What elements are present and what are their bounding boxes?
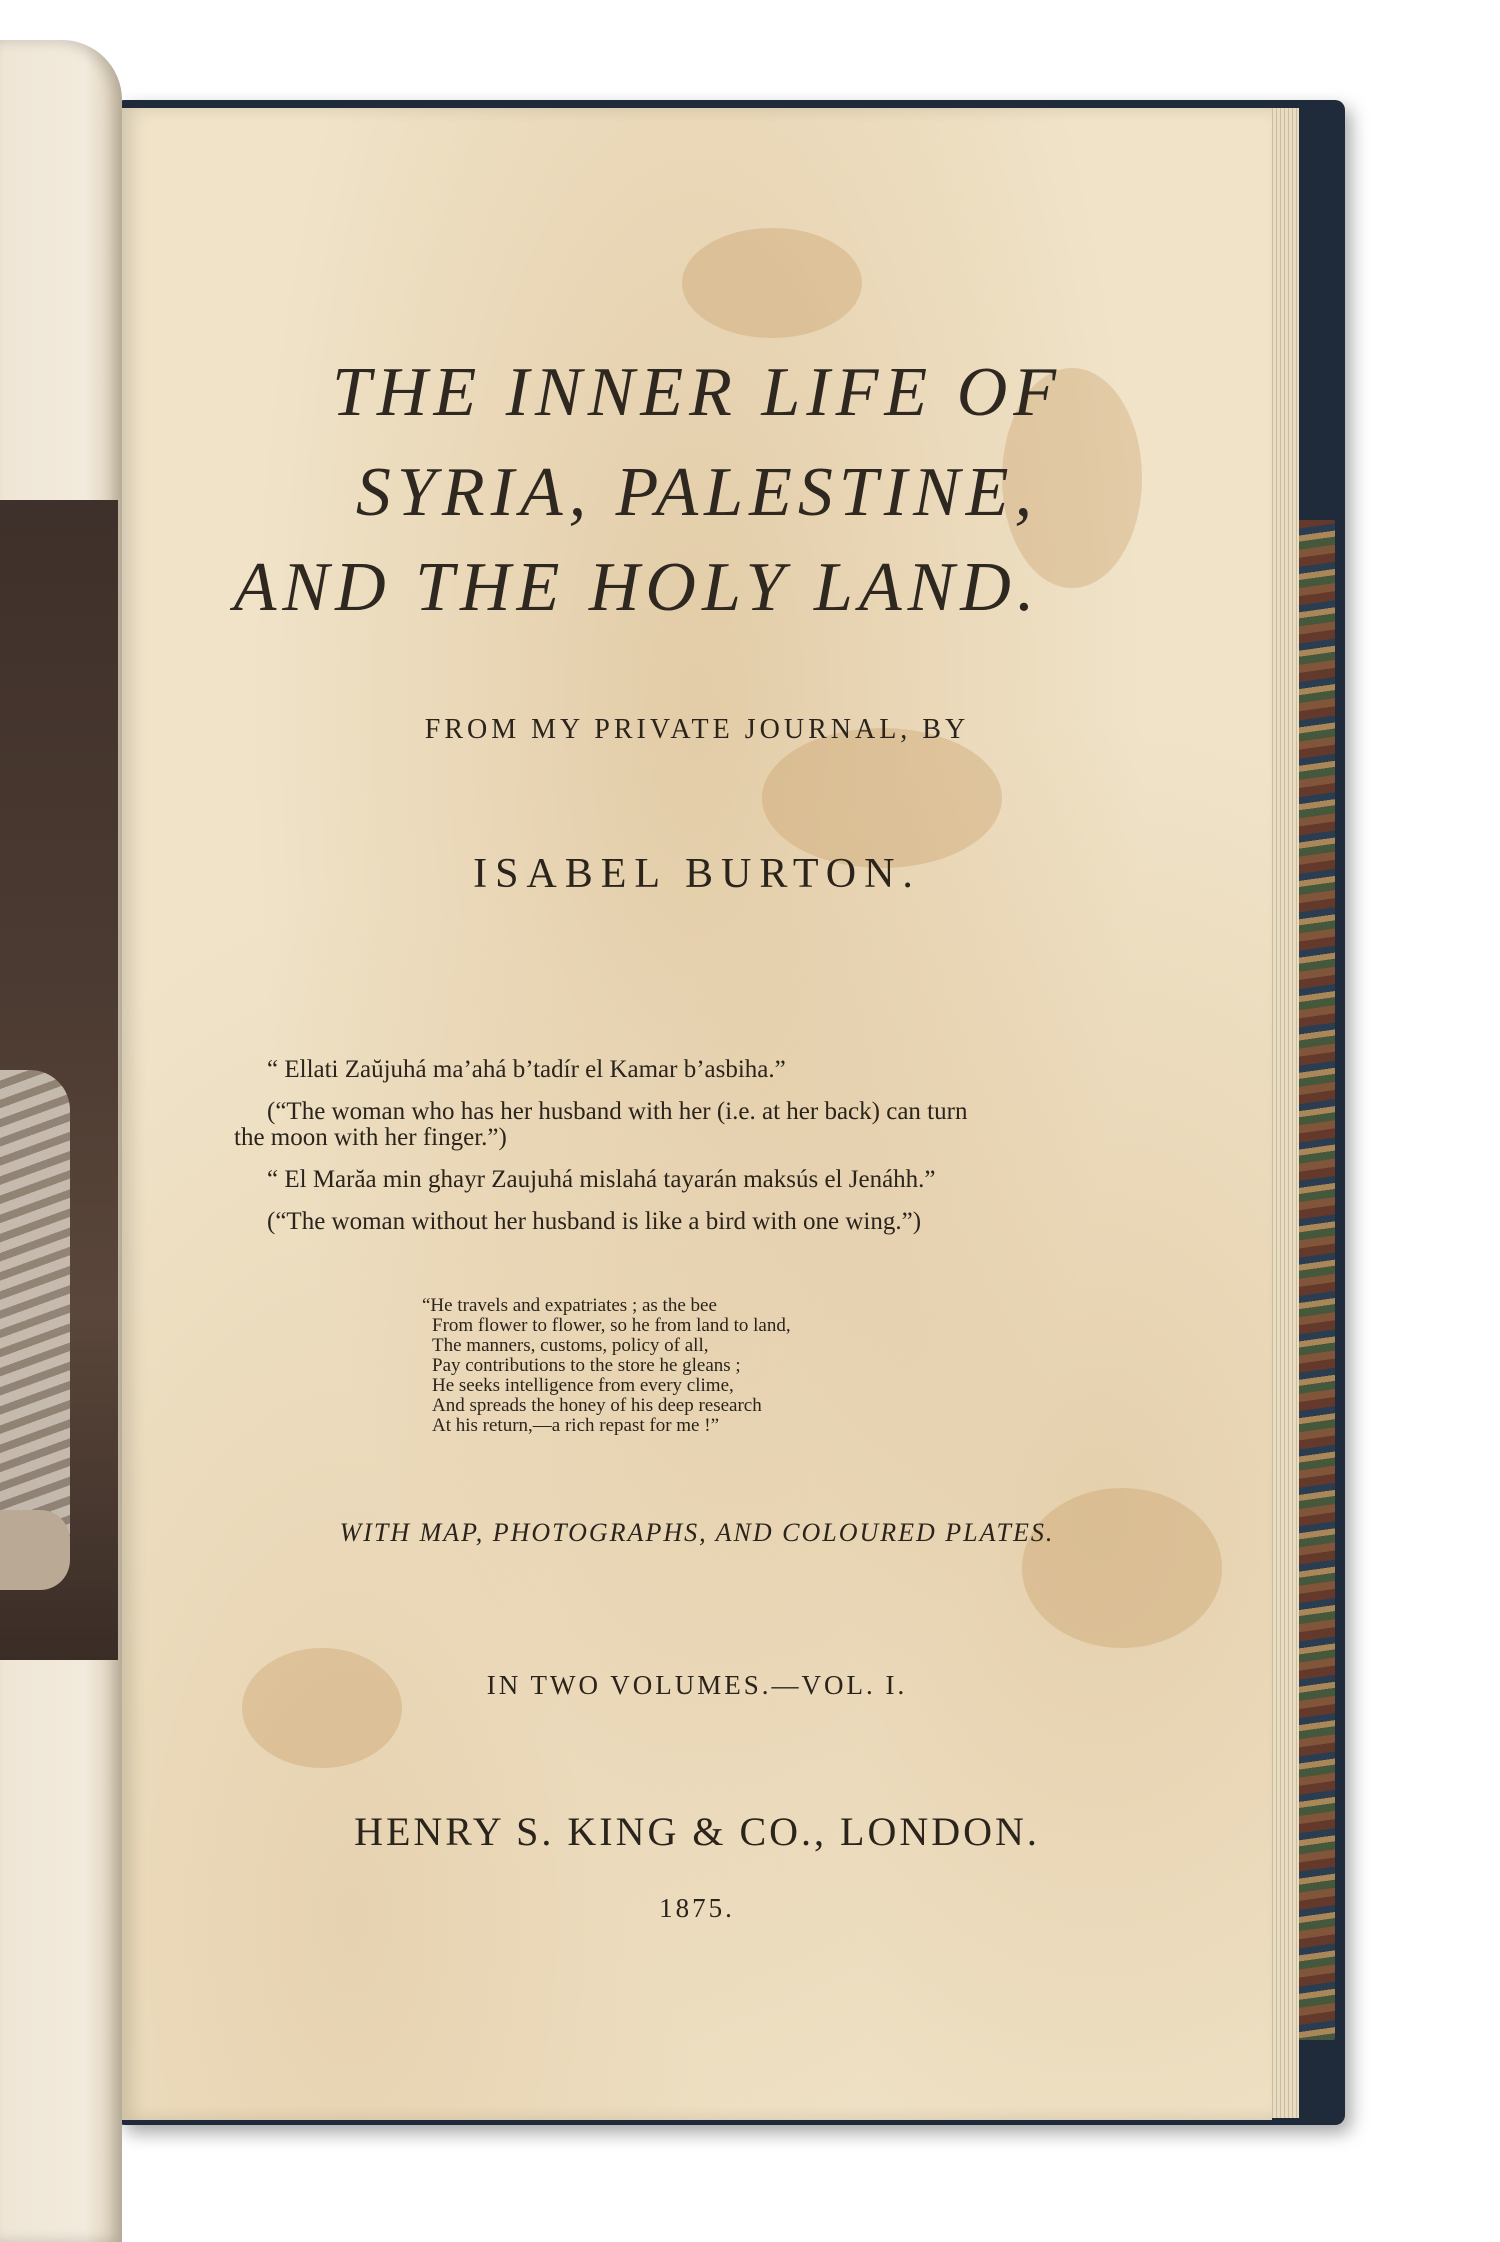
illustrations-note: WITH MAP, PHOTOGRAPHS, AND COLOURED PLATES.: [339, 1518, 1055, 1547]
title-line-2: SYRIA, PALESTINE,: [355, 454, 1039, 531]
foxing-stain: [682, 228, 862, 338]
epigraph-line-2: (“The woman who has her husband with her (i.e. at her back) can turn: [267, 1098, 968, 1125]
epigraph-line-5: (“The woman without her husband is like a bird with one wing.”): [267, 1208, 922, 1235]
verse-line-2: From flower to flower, so he from land to land,: [432, 1315, 791, 1336]
epigraph-line-4: “ El Marăa min ghayr Zaujuhá mislahá tayarán maksús el Jenáhh.”: [267, 1166, 936, 1193]
from-line: FROM MY PRIVATE JOURNAL, BY: [424, 714, 970, 745]
publisher-line: HENRY S. KING & CO., LONDON.: [354, 1809, 1040, 1854]
foxing-stain: [1022, 1488, 1222, 1648]
foxing-stain: [242, 1648, 402, 1768]
publication-year: 1875.: [659, 1893, 735, 1923]
frontispiece-hand: [0, 1510, 70, 1590]
verse-line-1: “He travels and expatriates ; as the bee: [422, 1295, 717, 1316]
title-line-3: AND THE HOLY LAND.: [233, 549, 1041, 626]
volume-note: IN TWO VOLUMES.—VOL. I.: [486, 1670, 908, 1700]
marbled-edge: [1295, 520, 1335, 2040]
title-line-1: THE INNER LIFE OF: [331, 354, 1063, 431]
verse-line-3: The manners, customs, policy of all,: [432, 1335, 709, 1356]
author-name: ISABEL BURTON.: [473, 851, 921, 897]
verse-line-6: And spreads the honey of his deep research: [432, 1395, 762, 1416]
epigraph-line-1: “ Ellati Zaŭjuhá ma’ahá b’tadír el Kamar b’asbiha.”: [267, 1056, 786, 1083]
epigraph-line-3: the moon with her finger.”): [234, 1124, 507, 1151]
title-page: [122, 108, 1272, 2120]
verse-line-4: Pay contributions to the store he gleans ;: [432, 1355, 741, 1376]
verse-line-7: At his return,—a rich repast for me !”: [432, 1415, 720, 1436]
foxing-stain: [762, 728, 1002, 868]
verse-line-5: He seeks intelligence from every clime,: [432, 1375, 734, 1396]
facing-page: [0, 40, 122, 2242]
